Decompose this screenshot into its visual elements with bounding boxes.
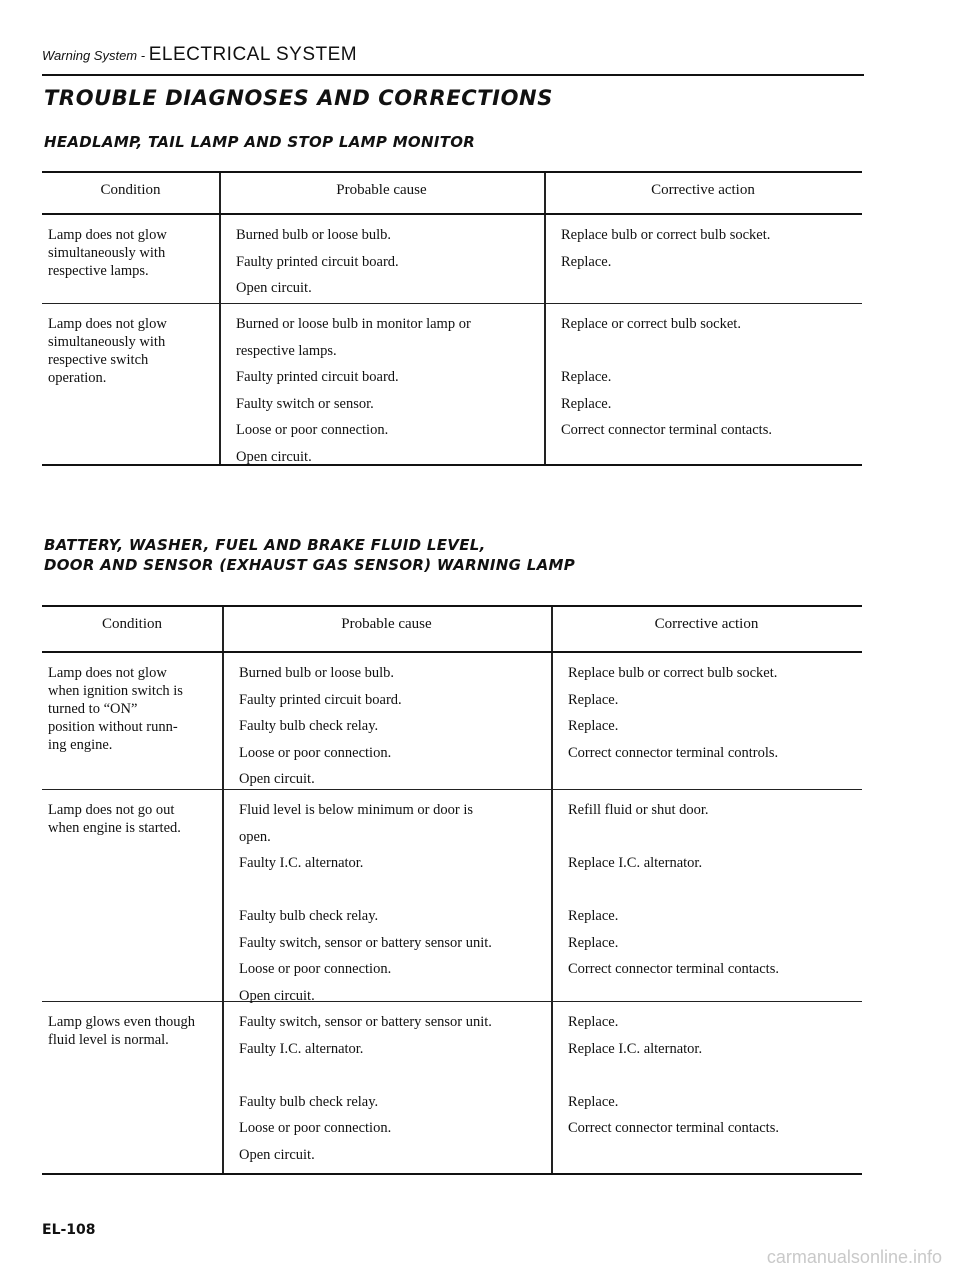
condition-line: fluid level is normal. (48, 1032, 169, 1048)
column-divider (544, 215, 546, 303)
column-divider (551, 790, 553, 1001)
column-header: Probable cause (341, 616, 432, 632)
action-line (568, 1066, 854, 1093)
cause-line: Faulty bulb check relay. (239, 718, 379, 734)
condition-cell (42, 215, 219, 303)
action-line: Replace. (561, 395, 612, 412)
action-line: Replace. (568, 908, 619, 924)
table-row (42, 790, 862, 1002)
action-line (568, 881, 854, 908)
column-divider (219, 215, 221, 303)
action-line (561, 342, 854, 369)
diagnosis-table (42, 605, 862, 1175)
action-line: Correct connector terminal contacts. (568, 961, 779, 977)
cause-line: Faulty bulb check relay. (239, 908, 379, 924)
condition-line: Lamp does not go out (48, 802, 175, 818)
cause-line: Faulty printed circuit board. (239, 691, 402, 708)
column-divider (222, 790, 224, 1001)
section-heading: HEADLAMP, TAIL LAMP AND STOP LAMP MONITOR (44, 133, 476, 151)
cause-line: Burned or loose bulb in monitor lamp or (236, 316, 471, 332)
subsection-label: Warning System (42, 48, 138, 63)
action-cell (544, 304, 862, 464)
cause-line: Burned bulb or loose bulb. (239, 665, 395, 681)
column-divider (219, 173, 221, 213)
column-header: Condition (101, 616, 162, 632)
condition-line: when ignition switch is (48, 683, 183, 699)
cause-cell (219, 304, 544, 464)
action-cell (551, 1002, 862, 1173)
cause-cell (222, 790, 551, 1004)
action-line: Replace bulb or correct bulb socket. (561, 227, 771, 243)
condition-line: Lamp does not glow (48, 665, 167, 681)
cause-line (239, 1066, 543, 1093)
action-line: Replace. (568, 934, 619, 951)
table-row (42, 304, 862, 466)
condition-line: position without runn- (48, 719, 178, 735)
column-divider (222, 653, 224, 789)
condition-cell (42, 1002, 222, 1173)
cause-line: Faulty switch, sensor or battery sensor unit. (239, 934, 492, 951)
action-line: Replace. (568, 1014, 619, 1030)
column-divider (222, 1002, 224, 1173)
action-cell (551, 790, 862, 1001)
cause-line: Faulty bulb check relay. (239, 1093, 379, 1110)
diagnosis-table (42, 171, 862, 466)
condition-line: simultaneously with (48, 245, 166, 261)
action-line: Correct connector terminal controls. (568, 744, 779, 761)
column-divider (551, 653, 553, 789)
action-line: Replace. (568, 691, 619, 708)
section-label: ELECTRICAL SYSTEM (148, 44, 358, 65)
condition-cell (42, 653, 222, 789)
table-row (42, 215, 862, 304)
action-line: Replace. (561, 369, 612, 385)
page-header (42, 44, 862, 66)
table-row (42, 1002, 862, 1175)
section-heading: DOOR AND SENSOR (EXHAUST GAS SENSOR) WARNING LAMP (44, 556, 575, 574)
action-line: Replace bulb or correct bulb socket. (568, 665, 778, 681)
column-divider (222, 607, 224, 651)
cause-line: Open circuit. (236, 280, 312, 296)
action-cell (551, 653, 862, 789)
section-heading: BATTERY, WASHER, FUEL AND BRAKE FLUID LEVEL, (44, 536, 486, 554)
column-header: Probable cause (336, 182, 427, 198)
column-divider (219, 304, 221, 464)
action-line: Correct connector terminal contacts. (561, 422, 772, 438)
table-header-row (42, 171, 862, 215)
cause-cell (222, 653, 551, 789)
cause-cell (219, 215, 544, 303)
cause-line: Faulty I.C. alternator. (239, 1040, 364, 1057)
cause-line: Loose or poor connection. (239, 961, 392, 977)
condition-line: Lamp glows even though (48, 1014, 195, 1030)
page-title: TROUBLE DIAGNOSES AND CORRECTIONS (44, 86, 553, 110)
column-divider (551, 1002, 553, 1173)
cause-line: Loose or poor connection. (236, 422, 389, 438)
condition-line: respective switch (48, 352, 149, 368)
cause-line: Open circuit. (239, 1146, 315, 1163)
condition-line: Lamp does not glow (48, 227, 167, 243)
cause-line (239, 881, 543, 908)
action-line: Correct connector terminal contacts. (568, 1120, 779, 1136)
column-divider (551, 607, 553, 651)
column-header: Condition (100, 182, 161, 198)
cause-line: respective lamps. (236, 342, 337, 359)
cause-line: Faulty switch or sensor. (236, 395, 374, 412)
condition-cell (42, 304, 219, 464)
condition-line: operation. (48, 370, 107, 386)
action-line: Refill fluid or shut door. (568, 802, 709, 818)
action-line: Replace. (568, 1093, 619, 1110)
table-header-row (42, 605, 862, 653)
page-number: EL-108 (42, 1222, 96, 1238)
cause-line: Faulty printed circuit board. (236, 253, 399, 270)
column-header: Corrective action (654, 616, 759, 632)
action-line: Replace. (568, 718, 619, 734)
watermark: carmanualsonline.info (766, 1247, 942, 1267)
action-line (568, 828, 854, 855)
action-line: Replace I.C. alternator. (568, 1040, 703, 1057)
cause-line: Faulty switch, sensor or battery sensor unit. (239, 1014, 492, 1030)
column-divider (544, 173, 546, 213)
action-line: Replace I.C. alternator. (568, 855, 703, 871)
header-rule (42, 74, 864, 76)
cause-line: Open circuit. (239, 987, 315, 1004)
cause-line: open. (239, 828, 271, 845)
action-line: Replace. (561, 253, 612, 270)
column-divider (544, 304, 546, 464)
condition-line: when engine is started. (48, 820, 181, 836)
cause-line: Burned bulb or loose bulb. (236, 227, 392, 243)
table-row (42, 653, 862, 790)
cause-line: Loose or poor connection. (239, 1120, 392, 1136)
cause-cell (222, 1002, 551, 1173)
cause-line: Loose or poor connection. (239, 744, 392, 761)
cause-line: Open circuit. (239, 771, 315, 787)
action-cell (544, 215, 862, 303)
condition-line: Lamp does not glow (48, 316, 167, 332)
condition-line: ing engine. (48, 737, 113, 753)
condition-line: simultaneously with (48, 334, 166, 350)
cause-line: Faulty I.C. alternator. (239, 855, 364, 871)
condition-line: respective lamps. (48, 263, 149, 279)
action-line: Replace or correct bulb socket. (561, 316, 741, 332)
condition-cell (42, 790, 222, 1001)
header-separator: - (137, 48, 149, 63)
cause-line: Open circuit. (236, 448, 312, 465)
condition-line: turned to “ON” (48, 701, 138, 717)
column-header: Corrective action (651, 182, 755, 198)
cause-line: Faulty printed circuit board. (236, 369, 399, 385)
cause-line: Fluid level is below minimum or door is (239, 802, 474, 818)
